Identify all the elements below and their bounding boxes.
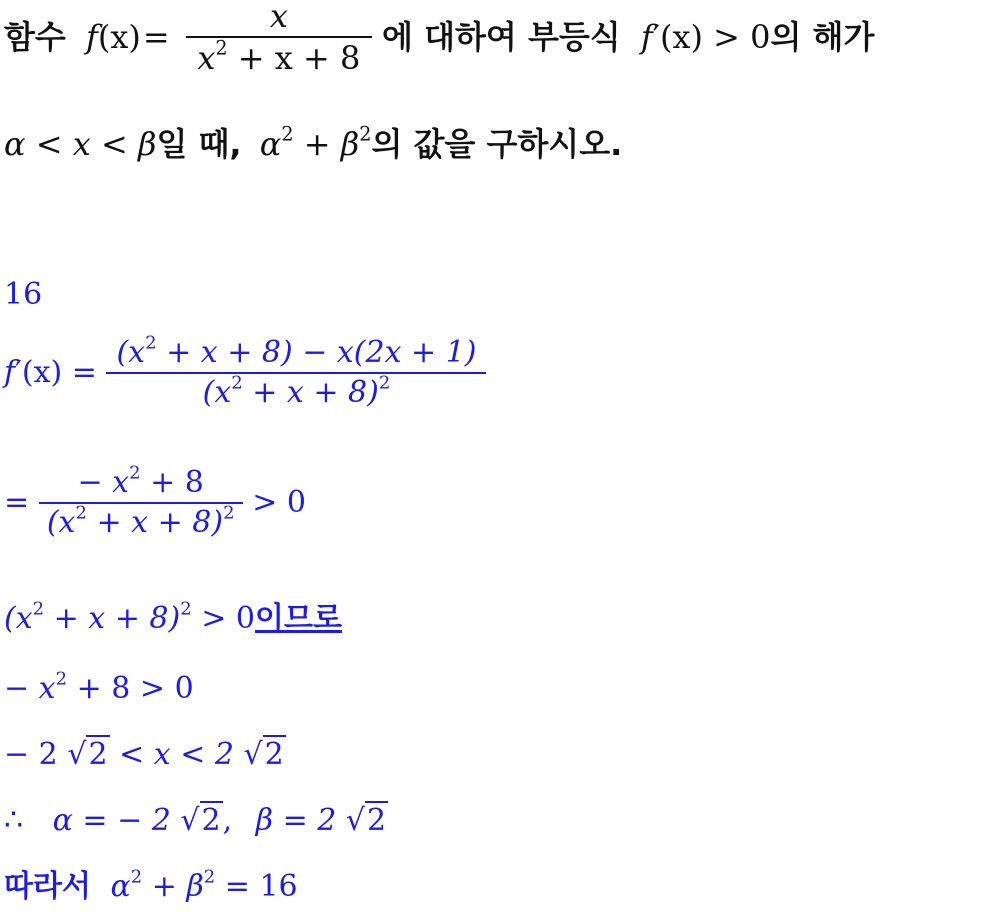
step7-plus: + <box>151 869 177 904</box>
alpha-squared-base: α <box>259 125 282 163</box>
den-exponent: 2 <box>215 36 228 60</box>
fraction-numerator: x <box>186 0 372 38</box>
derivative-f: f <box>4 355 16 390</box>
step7-alpha-exponent: 2 <box>130 866 143 888</box>
question-line2-suffix: 의 값을 구하시오. <box>371 125 623 163</box>
step2-denominator-outer-exponent: 2 <box>223 502 235 524</box>
step6-sqrt-2: √2 <box>345 803 387 838</box>
solution-step-3 <box>4 598 342 636</box>
step5-radicand-2: 2 <box>264 737 284 772</box>
step2-rest: > 0 <box>252 485 306 520</box>
denominator-outer-exponent: 2 <box>378 372 391 394</box>
step2-denominator-b: + x + 8) <box>96 505 224 540</box>
step5-sqrt-1: √2 <box>67 737 108 772</box>
step2-fraction <box>39 462 243 540</box>
derivative-prime: ′ <box>15 355 22 390</box>
question-line-2 <box>4 122 623 163</box>
x-variable: x <box>72 125 91 163</box>
inequality-rest: (x) > 0 <box>659 18 771 56</box>
step6-radicand-2: 2 <box>367 803 387 838</box>
numerator-part-b: + x + 8) − x(2x + 1) <box>166 335 477 370</box>
answer-value: 16 <box>4 277 43 312</box>
alpha-symbol: α <box>4 125 26 163</box>
step3-b: + x + 8) <box>53 601 181 636</box>
step3-exponent: 2 <box>32 598 45 620</box>
step5-sqrt-2: √2 <box>243 737 284 772</box>
beta-squared-base: β <box>340 125 360 163</box>
den-x: x <box>197 39 216 77</box>
less-than-2: < <box>100 125 128 163</box>
numerator-part-a: (x <box>116 335 146 370</box>
step2-numerator-a: − x <box>77 465 130 500</box>
step4-b: + 8 > 0 <box>76 671 194 706</box>
den-rest: + x + 8 <box>237 39 361 77</box>
step6-sqrt-1: √2 <box>180 803 221 838</box>
step2-numerator-exponent: 2 <box>129 462 141 484</box>
solution-step-4 <box>4 668 194 706</box>
inequality-f: f <box>640 18 653 56</box>
function-args: (x) <box>97 18 141 56</box>
step4-exponent: 2 <box>55 668 68 690</box>
denominator-exponent: 2 <box>231 372 243 394</box>
derivative-denominator <box>106 374 486 408</box>
solution-step-6 <box>4 803 388 838</box>
plus-sign: + <box>303 125 331 163</box>
step2-equals: = <box>4 485 30 520</box>
step5-a: − 2 <box>4 737 58 772</box>
step6-comma: , <box>222 803 233 838</box>
step5-b: < x < 2 <box>119 737 234 772</box>
step7-beta-exponent: 2 <box>203 866 216 888</box>
step3-c: > 0 <box>201 601 255 636</box>
step7-rest: = 16 <box>224 869 298 904</box>
solution-step-5 <box>4 737 286 772</box>
step3-a: (x <box>4 601 33 636</box>
denominator-part-a: (x <box>202 375 232 410</box>
less-than-1: < <box>35 125 63 163</box>
beta-symbol: β <box>137 125 157 163</box>
step4-a: − x <box>4 671 56 706</box>
alpha-exponent: 2 <box>281 122 294 146</box>
step7-alpha: α <box>110 869 131 904</box>
step2-numerator-b: + 8 <box>150 465 204 500</box>
step6-a: α = − 2 <box>52 803 171 838</box>
derivative-lhs-rest: (x) = <box>21 355 97 390</box>
question-suffix: 의 해가 <box>770 18 875 56</box>
denominator-part-b: + x + 8) <box>252 375 379 410</box>
solution-step-2 <box>4 462 306 540</box>
solution-step-7 <box>4 866 298 904</box>
step7-beta: β <box>186 869 204 904</box>
equals-sign: = <box>142 18 170 56</box>
step3-outer-exponent: 2 <box>180 598 192 620</box>
question-prefix: 함수 <box>4 18 66 56</box>
step6-radicand-1: 2 <box>201 803 221 838</box>
step5-radicand-1: 2 <box>88 737 108 772</box>
beta-exponent: 2 <box>359 122 372 146</box>
question-line2-mid: 일 때, <box>156 125 242 163</box>
step3-word: 이므로 <box>254 601 342 636</box>
derivative-fraction <box>106 332 486 410</box>
solution-step-1 <box>4 332 486 410</box>
inequality-prime: ′ <box>652 18 660 56</box>
step7-word: 따라서 <box>4 869 91 904</box>
step6-b: β = 2 <box>255 803 337 838</box>
fraction-denominator <box>186 36 372 77</box>
question-line-1 <box>4 0 875 77</box>
therefore-symbol: ∴ <box>4 803 24 838</box>
question-mid-text: 에 대하여 부등식 <box>382 18 621 56</box>
derivative-numerator <box>106 332 486 374</box>
step2-denominator <box>39 504 243 538</box>
numerator-exponent: 2 <box>145 332 157 354</box>
step2-denominator-a: (x <box>46 505 76 540</box>
step2-numerator <box>39 462 243 504</box>
function-name: f <box>86 18 98 56</box>
step2-denominator-exponent: 2 <box>75 502 87 524</box>
function-fraction <box>186 0 372 77</box>
